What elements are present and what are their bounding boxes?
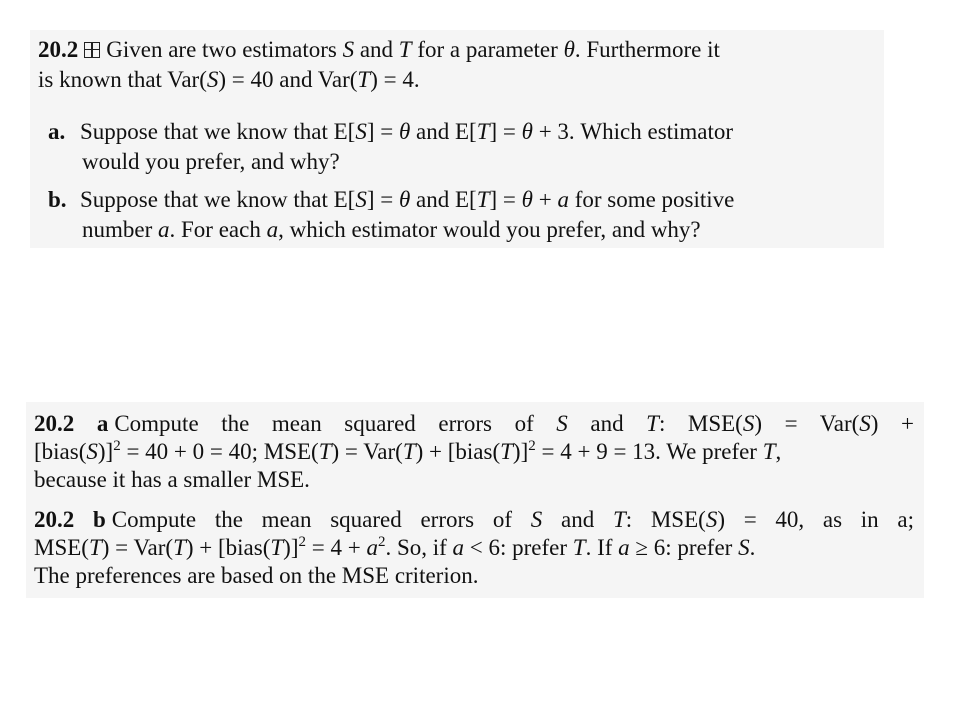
problem-intro-line-1 bbox=[38, 36, 884, 64]
solution-a-line-2: [bias(S)]$^2$ = 40 + 0 = 40; MSE(T) = Var(T) + [bias(T)]$^2$ = 4 + 9 = 13. We prefer T, bbox=[34, 438, 782, 464]
solution-a-label: 20.2 a bbox=[34, 411, 109, 436]
solution-a-line-1 bbox=[34, 410, 914, 438]
item-b-line-2: number a. For each a, which estimator would you prefer, and why? bbox=[82, 217, 701, 242]
solution-b-text-1: Compute the mean squared errors of S and T: MSE(S) = 40, as in a; bbox=[111, 507, 915, 532]
item-b-line-1 bbox=[48, 186, 884, 214]
problem-intro-line-2: is known that Var(S) = 40 and Var(T) = 4. bbox=[38, 67, 420, 92]
item-a-line-2: would you prefer, and why? bbox=[82, 149, 340, 174]
item-a-line-1 bbox=[48, 118, 884, 146]
solution-b-line-2: MSE(T) = Var(T) + [bias(T)]$^2$ = $4 + a^2$. So, if a < 6: prefer T. If a ≥ 6: prefer S. bbox=[34, 534, 756, 560]
solution-b-line-1 bbox=[34, 506, 914, 534]
solution-b-line-3: The preferences are based on the MSE criterion. bbox=[34, 563, 479, 588]
grid-box-icon bbox=[84, 42, 100, 58]
problem-number: 20.2 bbox=[38, 37, 79, 62]
solution-panel bbox=[26, 402, 924, 598]
problem-panel bbox=[30, 30, 884, 248]
solution-b-label: 20.2 b bbox=[34, 507, 106, 532]
item-a-text-1: Suppose that we know that E[S] = θ and E[T] = θ + 3. Which estimator bbox=[80, 119, 734, 144]
item-b-label: b. bbox=[48, 187, 67, 212]
item-a-label: a. bbox=[48, 119, 66, 144]
solution-a-text-1: Compute the mean squared errors of S and T: MSE(S) = Var(S) + bbox=[114, 411, 914, 436]
problem-intro-text-1: Given are two estimators S and T for a parameter θ. Furthermore it bbox=[106, 37, 720, 62]
item-b-text-1: Suppose that we know that E[S] = θ and E[T] = θ + a for some positive bbox=[80, 187, 735, 212]
solution-a-line-3: because it has a smaller MSE. bbox=[34, 467, 310, 492]
